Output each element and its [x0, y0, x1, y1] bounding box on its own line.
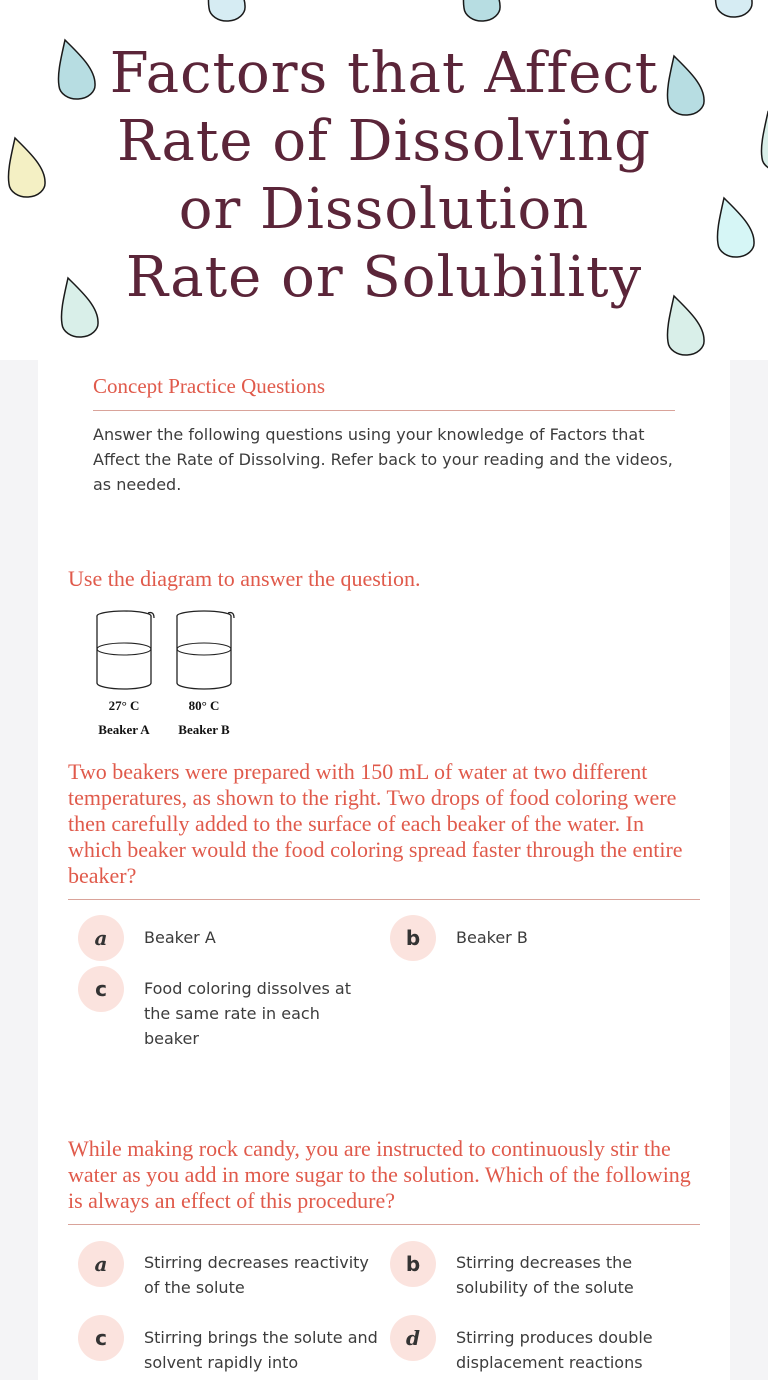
- option-b-text[interactable]: Beaker B: [456, 928, 528, 947]
- option-c-badge[interactable]: c: [78, 1315, 124, 1361]
- raindrop-icon: [5, 136, 49, 198]
- beaker-a-label: Beaker A: [98, 722, 150, 737]
- section-divider: [93, 410, 675, 411]
- option-a-badge[interactable]: a: [78, 1241, 124, 1287]
- raindrop-icon: [55, 38, 99, 100]
- raindrop-icon: [205, 0, 249, 22]
- raindrop-icon: [758, 110, 768, 172]
- question-prompt: Two beakers were prepared with 150 mL of water at two different temperatures, as shown to the right. Two drops of food coloring were then carefully added to the surface of each beaker of the water. In which beaker would the food coloring spread faster through the entire beaker?: [68, 759, 683, 888]
- option-d-badge[interactable]: d: [390, 1315, 436, 1361]
- raindrop-icon: [664, 54, 708, 116]
- title-line: Rate of Dissolving: [117, 109, 651, 174]
- raindrop-icon: [58, 276, 102, 338]
- beaker-a-icon: [97, 611, 154, 689]
- option-c-text[interactable]: Food coloring dissolves at the same rate in each beaker: [144, 979, 351, 1048]
- raindrop-icon: [460, 0, 504, 22]
- option-d-text[interactable]: Stirring produces double displacement reactions: [456, 1328, 653, 1372]
- section-intro: Answer the following questions using your knowledge of Factors that Affect the Rate of Dissolving. Refer back to your reading and the videos, as needed.: [93, 425, 673, 494]
- option-b-badge[interactable]: b: [390, 915, 436, 961]
- option-a-badge[interactable]: a: [78, 915, 124, 961]
- raindrop-icon: [714, 196, 758, 258]
- title-line: Rate or Solubility: [125, 245, 643, 310]
- page-title: [100, 40, 668, 312]
- question-prompt: While making rock candy, you are instructed to continuously stir the water as you add in more sugar to the solution. Which of the following is always an effect of this procedure?: [68, 1136, 691, 1213]
- raindrop-icon: [712, 0, 756, 18]
- beaker-diagram: [88, 605, 248, 745]
- section-title: Concept Practice Questions: [93, 374, 326, 398]
- beaker-b-label: Beaker B: [178, 722, 230, 737]
- beaker-a-temp: 27° C: [108, 698, 140, 713]
- option-b-text[interactable]: Stirring decreases the solubility of the solute: [456, 1253, 634, 1297]
- header-banner: [0, 0, 768, 360]
- raindrop-icon: [664, 294, 708, 356]
- question-divider: [68, 899, 700, 900]
- question-lead: Use the diagram to answer the question.: [68, 566, 421, 591]
- beaker-b-icon: [177, 611, 234, 689]
- option-a-text[interactable]: Stirring decreases reactivity of the solute: [144, 1253, 369, 1297]
- option-b-badge[interactable]: b: [390, 1241, 436, 1287]
- question-divider: [68, 1224, 700, 1225]
- option-c-text[interactable]: Stirring brings the solute and solvent rapidly into: [144, 1328, 378, 1372]
- option-a-text[interactable]: Beaker A: [144, 928, 216, 947]
- title-line: Factors that Affect: [109, 41, 659, 106]
- beaker-b-temp: 80° C: [188, 698, 220, 713]
- option-c-badge[interactable]: c: [78, 966, 124, 1012]
- title-line: or Dissolution: [178, 177, 590, 242]
